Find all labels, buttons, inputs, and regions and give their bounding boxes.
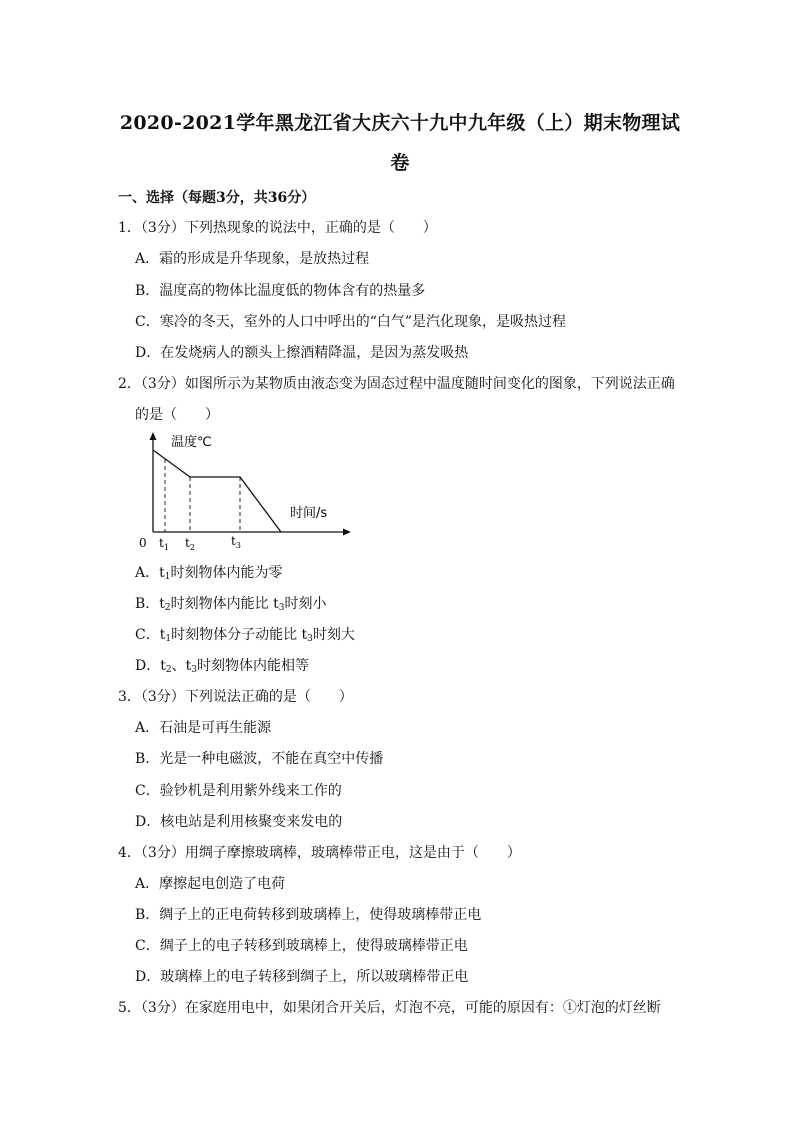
question-2-option-b: B．$t_2$时刻物体内能比 $t_3$时刻小 — [135, 596, 327, 613]
x-axis-label: 时间/s — [290, 506, 328, 521]
question-3-option-d: D．核电站是利用核聚变来发电的 — [135, 814, 343, 830]
question-2-option-c: C．$t_1$时刻物体分子动能比 $t_3$时刻大 — [135, 627, 355, 644]
question-2-stem: 2．（3分）如图所示为某物质由液态变为固态过程中温度随时间变化的图象，下列说法正确 — [118, 376, 675, 392]
question-5-stem: 5．（3分）在家庭用电中，如果闭合开关后，灯泡不亮，可能的原因有：①灯泡的灯丝断 — [118, 1000, 661, 1016]
temperature-time-graph — [135, 428, 355, 553]
question-4-option-b: B．绸子上的正电荷转移到玻璃棒上，使得玻璃棒带正电 — [135, 907, 482, 923]
question-1-stem: 1．（3分）下列热现象的说法中，正确的是（ ） — [118, 220, 437, 236]
t2-tick-label: $t_2$ — [185, 536, 195, 552]
question-4-option-a: A．摩擦起电创造了电荷 — [135, 876, 286, 892]
question-1-option-a: A．霜的形成是升华现象，是放热过程 — [135, 251, 370, 267]
x-axis-arrow — [343, 529, 351, 536]
question-3-option-a: A．石油是可再生能源 — [135, 720, 272, 736]
question-1-option-c: C．寒冷的冬天，室外的人口中呼出的“白气”是汽化现象，是吸热过程 — [135, 314, 567, 330]
question-3-stem: 3．（3分）下列说法正确的是（ ） — [118, 689, 353, 705]
t1-tick-label: $t_1$ — [159, 536, 169, 552]
page-title: 2020-2021学年黑龙江省大庆六十九中九年级（上）期末物理试 — [119, 112, 681, 134]
t3-tick-label: $t_3$ — [231, 534, 241, 550]
question-4-option-d: D．玻璃棒上的电子转移到绸子上，所以玻璃棒带正电 — [135, 969, 469, 985]
question-1-option-d: D．在发烧病人的额头上擦酒精降温，是因为蒸发吸热 — [135, 345, 469, 361]
question-3-option-c: C．验钞机是利用紫外线来工作的 — [135, 783, 342, 799]
origin-label: 0 — [139, 536, 147, 550]
question-4-stem: 4．（3分）用绸子摩擦玻璃棒，玻璃棒带正电，这是由于（ ） — [118, 845, 521, 861]
cooling-curve — [153, 450, 281, 532]
question-2-option-a: A．$t_1$时刻物体内能为零 — [135, 565, 283, 582]
question-1-option-b: B．温度高的物体比温度低的物体含有的热量多 — [135, 283, 426, 299]
page-title-continued: 卷 — [390, 152, 410, 174]
y-axis-arrow — [150, 432, 157, 440]
section-heading: 一、选择（每题3分，共36分） — [118, 190, 316, 206]
question-2-stem-continued: 的是（ ） — [135, 407, 219, 423]
question-2-option-d: D．$t_2$、$t_3$时刻物体内能相等 — [135, 658, 309, 675]
question-3-option-b: B．光是一种电磁波，不能在真空中传播 — [135, 751, 384, 767]
question-4-option-c: C．绸子上的电子转移到玻璃棒上，使得玻璃棒带正电 — [135, 938, 468, 954]
y-axis-label: 温度℃ — [171, 435, 212, 450]
